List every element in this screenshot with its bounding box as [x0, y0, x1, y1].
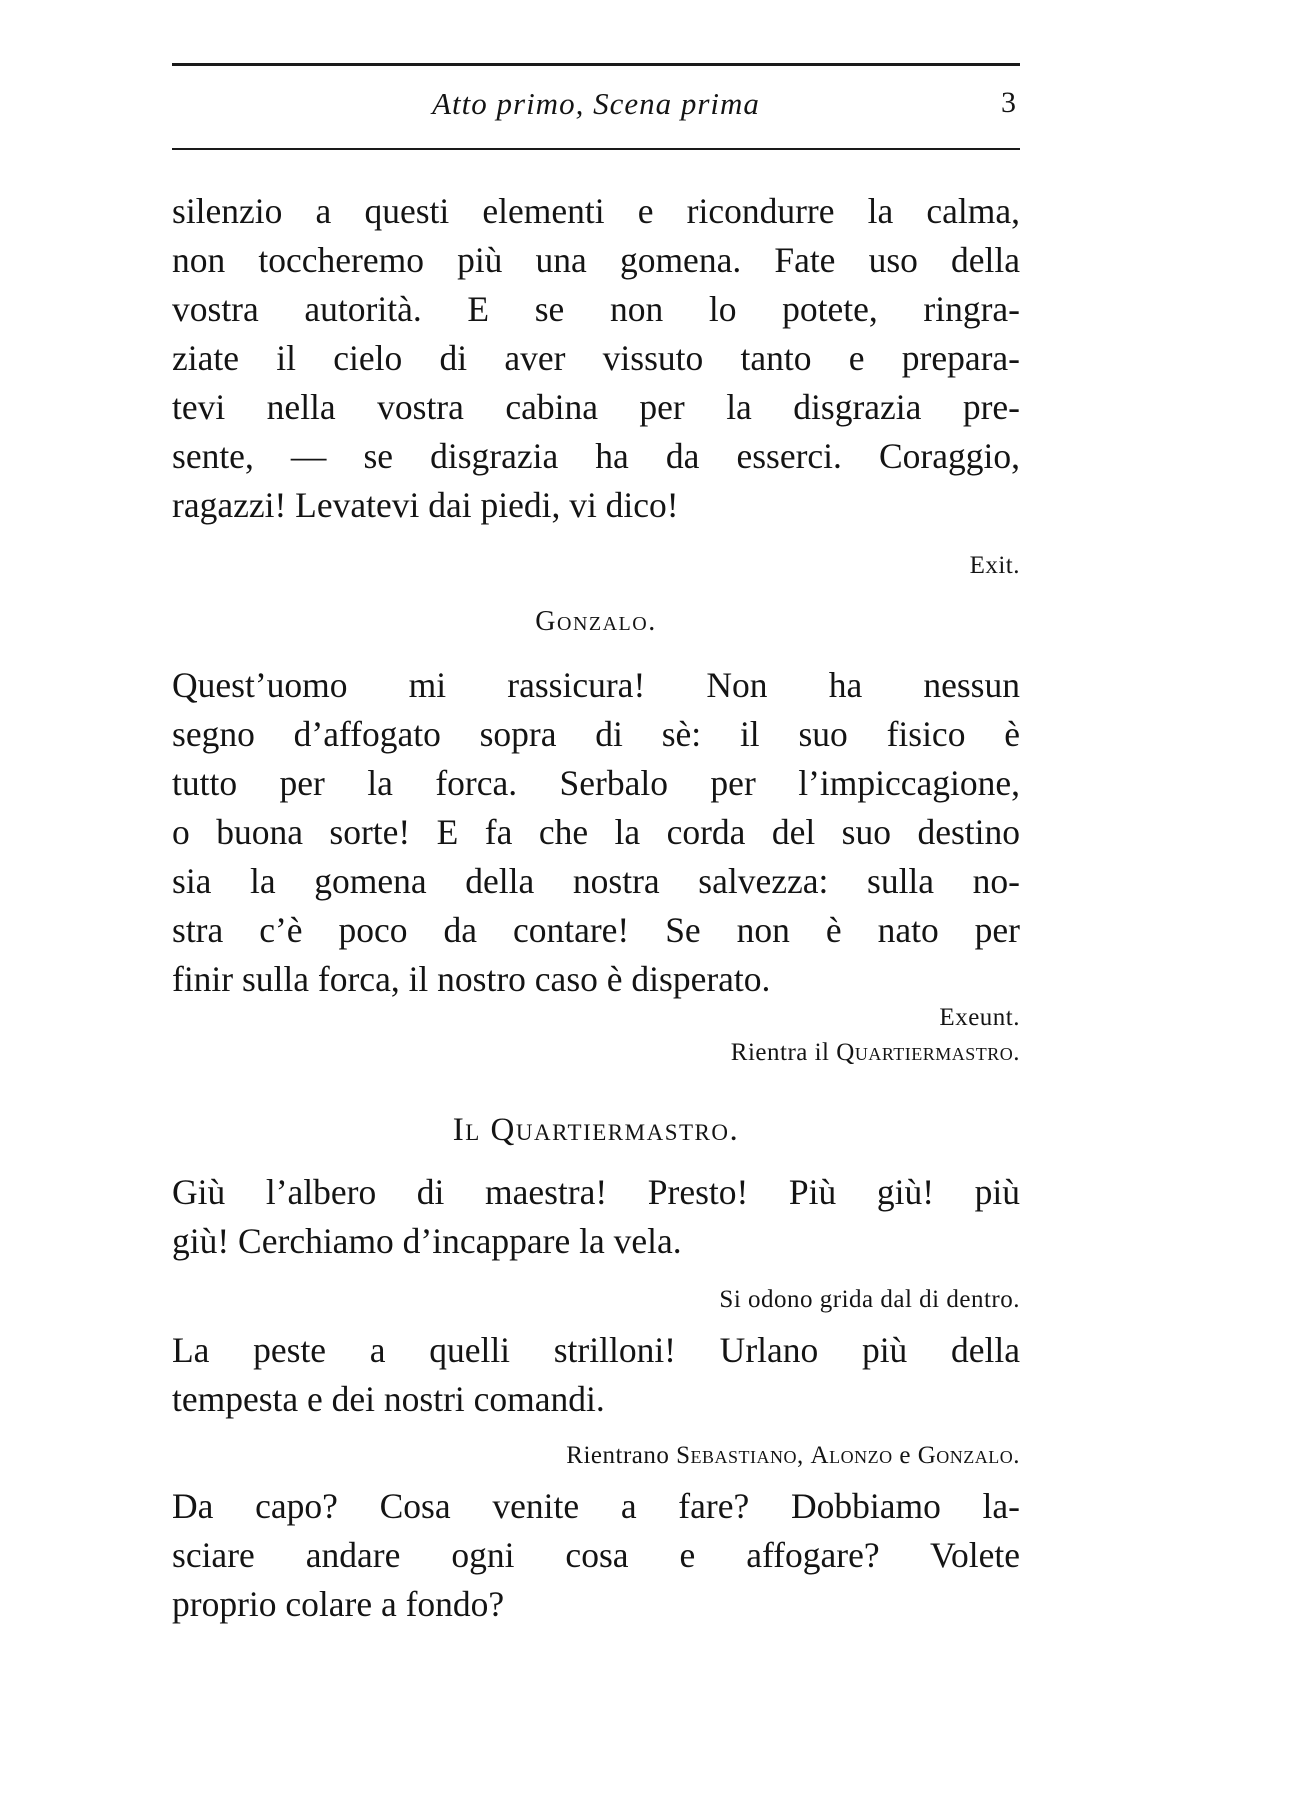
character-name: Sebastiano, — [676, 1442, 804, 1469]
speech-block-1 — [172, 187, 1020, 530]
speech-block-4 — [172, 1326, 1020, 1424]
text-line: stra c’è poco da contare! Se non è nato per — [172, 910, 1020, 950]
running-title: Atto primo, Scena prima — [432, 86, 760, 121]
text-line: silenzio a questi elementi e ricondurre la calma, — [172, 191, 1020, 231]
text-line: Giù l’albero di maestra! Presto! Più giù! più — [172, 1172, 1020, 1212]
speaker-name-gonzalo: Gonzalo. — [535, 606, 657, 637]
text-line: segno d’affogato sopra di sè: il suo fisico è — [172, 714, 1020, 754]
text-line: Da capo? Cosa venite a fare? Dobbiamo la- — [172, 1486, 1020, 1526]
text-line: o buona sorte! E fa che la corda del suo destino — [172, 812, 1020, 852]
speaker-name-quartermaster: Il Quartiermastro. — [452, 1112, 740, 1148]
text-line: Quest’uomo mi rassicura! Non ha nessun — [172, 665, 1020, 705]
text-line: La peste a quelli strilloni! Urlano più della — [172, 1330, 1020, 1370]
running-head — [172, 86, 1020, 126]
text-line: ziate il cielo di aver vissuto tanto e prepara- — [172, 338, 1020, 378]
text-line: giù! Cerchiamo d’incappare la vela. — [172, 1221, 682, 1261]
header-bottom-rule — [172, 148, 1020, 150]
text-line: sia la gomena della nostra salvezza: sulla no- — [172, 861, 1020, 901]
text-line: proprio colare a fondo? — [172, 1584, 505, 1624]
text-line: sciare andare ogni cosa e affogare? Volete — [172, 1535, 1020, 1575]
speech-block-3 — [172, 1168, 1020, 1266]
speech-block-2 — [172, 661, 1020, 1004]
text-line: tempesta e dei nostri comandi. — [172, 1379, 605, 1419]
text-line: finir sulla forca, il nostro caso è disperato. — [172, 959, 771, 999]
character-name: Alonzo — [810, 1442, 893, 1469]
stage-direction-text: Rientra il — [730, 1039, 837, 1066]
text-line: ragazzi! Levatevi dai piedi, vi dico! — [172, 485, 679, 525]
stage-direction-enter-quartermaster — [731, 1039, 1020, 1067]
stage-direction-shouts: Si odono grida dal di dentro. — [719, 1286, 1020, 1313]
header-top-rule — [172, 63, 1020, 66]
text-line: tutto per la forca. Serbalo per l’impiccagione, — [172, 763, 1020, 803]
stage-direction-reenter — [566, 1442, 1020, 1470]
text-line: tevi nella vostra cabina per la disgrazia pre- — [172, 387, 1020, 427]
text-line: sente, — se disgrazia ha da esserci. Coraggio, — [172, 436, 1020, 476]
stage-direction-exeunt: Exeunt. — [939, 1004, 1020, 1031]
stage-direction-text: e — [892, 1442, 918, 1469]
speech-block-5 — [172, 1482, 1020, 1629]
character-name: Quartiermastro. — [836, 1039, 1020, 1066]
stage-direction-text: Rientrano — [566, 1442, 677, 1469]
text-line: vostra autorità. E se non lo potete, ringra- — [172, 289, 1020, 329]
text-line: non toccheremo più una gomena. Fate uso della — [172, 240, 1020, 280]
stage-direction-exit: Exit. — [969, 552, 1020, 579]
character-name: Gonzalo. — [917, 1442, 1020, 1469]
page-number: 3 — [1001, 86, 1016, 119]
